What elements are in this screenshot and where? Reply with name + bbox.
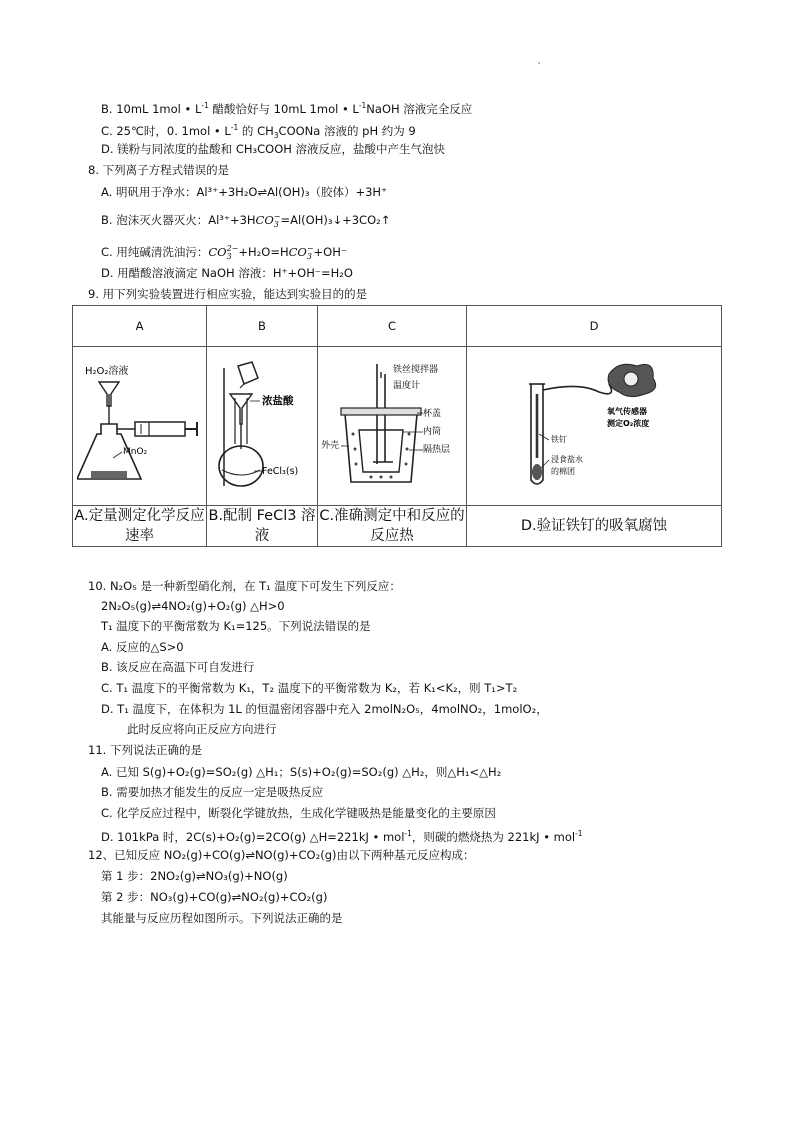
q10-option-c: C. T₁ 温度下的平衡常数为 K₁，T₂ 温度下的平衡常数为 K₂，若 K₁<K₂，则 T₁>T₂ (101, 681, 518, 695)
label-hcl: 浓盐酸 (262, 395, 294, 407)
label-stirrer: 铁丝搅拌器 (393, 365, 439, 375)
q10-stem: 10. N₂O₅ 是一种新型硝化剂，在 T₁ 温度下可发生下列反应： (88, 579, 401, 593)
header-b: B (207, 306, 318, 347)
q8-option-b: B. 泡沫灭火器灭火：Al³⁺+3HCO − 3 =Al(OH)₃↓+3CO₂↑ (101, 211, 391, 229)
q9-apparatus-table (72, 305, 722, 547)
q7-option-b: B. 10mL 1mol • $L^{-1}$ 醋酸恰好与 10mL 1mol • $L^{-1}NaOH$ 溶液完全反应 (101, 101, 473, 116)
label-nail: 铁钉 (551, 435, 567, 444)
label-outer: 外壳 (321, 441, 340, 451)
q12-step-1: 第 1 步：2NO₂(g)⇌NO₃(g)+NO(g) (101, 869, 288, 883)
apparatus-c-diagram (321, 354, 463, 494)
apparatus-a-diagram (77, 354, 202, 494)
figure-a-cell (73, 347, 207, 506)
q10-option-d: D. T₁ 温度下，在体积为 1L 的恒温密闭容器中充入 2molN₂O₅，4molNO₂，1molO₂， (101, 702, 548, 716)
caption-c: C.准确测定中和反应的反应热 (318, 506, 467, 547)
figure-b-cell (207, 347, 318, 506)
q10-option-b: B. 该反应在高温下可自发进行 (101, 660, 255, 674)
label-h2o2: H₂O₂溶液 (85, 366, 129, 377)
q11-option-c: C. 化学反应过程中，断裂化学键放热，生成化学键吸热是能量变化的主要原因 (101, 806, 496, 820)
q11-option-b: B. 需要加热才能发生的反应一定是吸热反应 (101, 785, 324, 799)
q10-equation: 2N₂O₅(g)⇌4NO₂(g)+O₂(g) △H>0 (101, 599, 285, 613)
q9-stem: 9. 用下列实验装置进行相应实验，能达到实验目的的是 (88, 287, 368, 301)
figure-d-cell (467, 347, 722, 506)
q8-stem: 8. 下列离子方程式错误的是 (88, 163, 230, 177)
caption-d: D.验证铁钉的吸氧腐蚀 (467, 506, 722, 547)
q12-stem: 12、已知反应 NO₂(g)+CO(g)⇌NO(g)+CO₂(g)由以下两种基元反应构成： (88, 848, 475, 862)
label-o2: 测定O₂浓度 (607, 419, 650, 428)
label-cotton-2: 的棉团 (551, 467, 575, 476)
apparatus-b-diagram (210, 354, 314, 494)
q10-option-d-cont: 此时反应将向正反应方向进行 (127, 722, 277, 736)
label-thermometer: 温度计 (393, 381, 421, 391)
label-inner: 内筒 (423, 427, 442, 437)
q8-option-c: C. 用纯碱清洗油污：CO 2− 3 +H₂O=HCO − 3 +OH⁻ (101, 243, 347, 261)
q11-option-d: D. 101kPa 时，2C(s)+O₂(g)=2CO(g) △H=221kJ • mol$^{-1}$，则碳的燃烧热为 221kJ • mol$^{-1}$ (101, 829, 583, 844)
header-d: D (467, 306, 722, 347)
q10-constant: T₁ 温度下的平衡常数为 K₁=125。下列说法错误的是 (101, 619, 371, 633)
label-lid: 杯盖 (423, 409, 442, 419)
q12-prompt: 其能量与反应历程如图所示。下列说法正确的是 (101, 911, 343, 925)
header-a: A (73, 306, 207, 347)
label-sensor: 氧气传感器 (607, 407, 647, 416)
label-fecl3: FeCl₃(s) (262, 466, 299, 477)
speck (538, 62, 540, 64)
q7-option-d: D. 镁粉与同浓度的盐酸和 CH₃COOH 溶液反应，盐酸中产生气泡快 (101, 142, 446, 156)
q11-option-a: A. 已知 S(g)+O₂(g)=SO₂(g) △H₁；S(s)+O₂(g)=SO₂(g) △H₂，则△H₁<△H₂ (101, 765, 502, 779)
figure-c-cell (318, 347, 467, 506)
header-c: C (318, 306, 467, 347)
q11-stem: 11. 下列说法正确的是 (88, 743, 202, 757)
q8-option-d: D. 用醋酸溶液滴定 NaOH 溶液：H⁺+OH⁻=H₂O (101, 266, 353, 280)
q7-option-c: C. 25℃时，0. 1mol • $L^{-1}$ 的 $CH_3COONa$ 溶液的 pH 约为 9 (101, 123, 416, 141)
apparatus-d-diagram (469, 354, 719, 494)
label-mno2: MnO₂ (123, 447, 148, 457)
caption-b: B.配制 FeCl3 溶液 (207, 506, 318, 547)
q12-step-2: 第 2 步：NO₃(g)+CO(g)⇌NO₂(g)+CO₂(g) (101, 890, 328, 904)
label-insulation: 隔热层 (423, 445, 451, 455)
label-cotton: 浸食盐水 (551, 455, 583, 464)
caption-a: A.定量测定化学反应速率 (73, 506, 207, 547)
q8-option-a: A. 明矾用于净水：Al³⁺+3H₂O⇌Al(OH)₃（胶体）+3H⁺ (101, 185, 388, 199)
q10-option-a: A. 反应的△S>0 (101, 640, 184, 654)
